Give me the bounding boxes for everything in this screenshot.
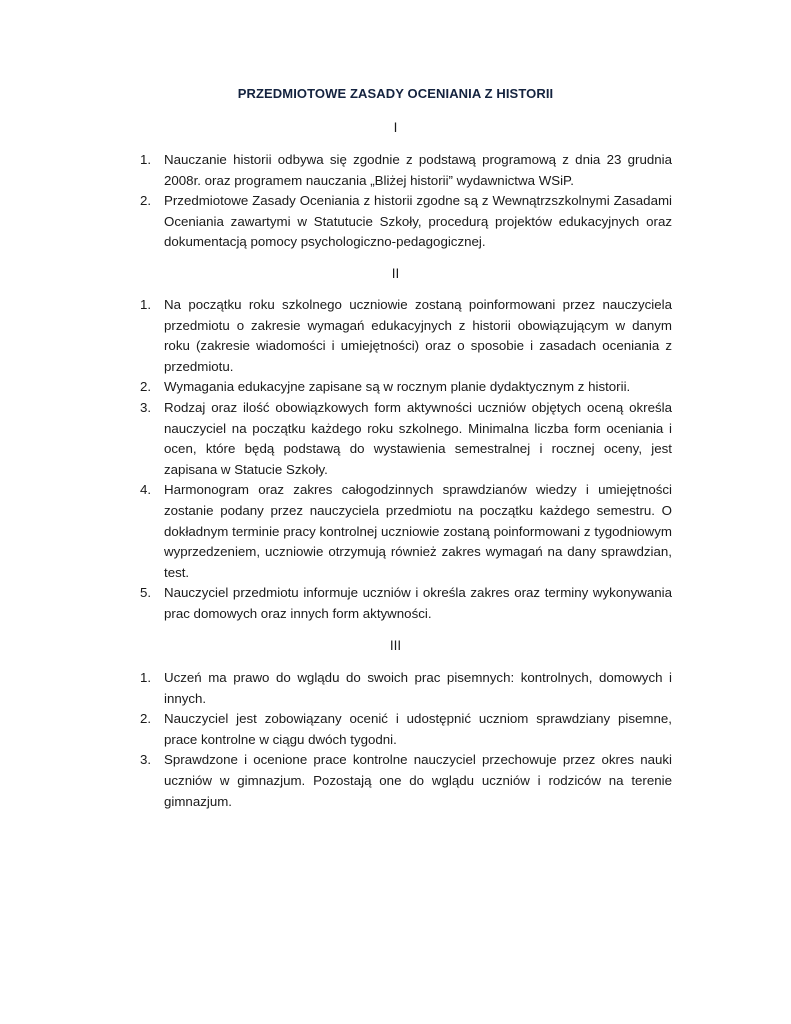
list-item bbox=[140, 709, 672, 750]
list-item bbox=[140, 191, 672, 253]
item-text: Harmonogram oraz zakres całogodzinnych sprawdzianów wiedzy i umiejętności zostanie podany przez nauczyciela przedmiotu na początku każdego semestru. O dokładnym terminie pracy kontrolnej uczniowie zostaną poinformowani z tygodniowym wyprzedzeniem, uczniowie otrzymują również zakres wymagań na dany sprawdzian, test. bbox=[164, 482, 672, 580]
item-number: 5. bbox=[140, 585, 152, 601]
list-item bbox=[140, 480, 672, 583]
list-item bbox=[140, 150, 672, 191]
item-number: 1. bbox=[140, 297, 152, 312]
item-text: Uczeń ma prawo do wglądu do swoich prac pisemnych: kontrolnych, domowych i innych. bbox=[164, 670, 672, 706]
item-text: Sprawdzone i ocenione prace kontrolne nauczyciel przechowuje przez okres nauki uczniów w gimnazjum. Pozostają one do wglądu uczniów i rodziców na terenie gimnazjum. bbox=[164, 752, 672, 809]
item-number: 1. bbox=[140, 670, 152, 685]
item-text: Przedmiotowe Zasady Oceniania z historii zgodne są z Wewnątrzszkolnymi Zasadami Oceniania zawartymi w Statutucie Szkoły, procedurą projektów edukacyjnych oraz dokumentacją pomocy psychologiczno-pedagogicznej. bbox=[164, 193, 672, 250]
item-text: Nauczanie historii odbywa się zgodnie z podstawą programową z dnia 23 grudnia 2008r. oraz programem nauczania „Bliżej historii” wydawnictwa WSiP. bbox=[164, 152, 672, 188]
item-number: 4. bbox=[140, 482, 152, 498]
document-title: PRZEDMIOTOWE ZASADY OCENIANIA Z HISTORII bbox=[237, 86, 554, 101]
item-text: Rodzaj oraz ilość obowiązkowych form aktywności uczniów objętych oceną określa nauczyciel na początku każdego roku szkolnego. Minimalna liczba form oceniania i ocen, które będą podstawą do wystawienia semestralnej i rocznej oceny, jest zapisana w Statucie Szkoły. bbox=[164, 399, 672, 477]
list-item bbox=[140, 668, 672, 709]
list-item bbox=[140, 750, 672, 812]
list-item bbox=[140, 398, 672, 480]
item-number: 2. bbox=[140, 379, 152, 395]
item-number: 1. bbox=[140, 152, 152, 167]
item-number: 2. bbox=[140, 711, 152, 727]
item-number: 3. bbox=[140, 399, 152, 415]
list-item bbox=[140, 377, 672, 398]
list-item bbox=[140, 295, 672, 377]
item-text: Nauczyciel przedmiotu informuje uczniów i określa zakres oraz terminy wykonywania prac domowych oraz innych form aktywności. bbox=[164, 585, 672, 621]
item-number: 2. bbox=[140, 193, 152, 209]
section-list-1 bbox=[140, 150, 672, 253]
item-text: Na początku roku szkolnego uczniowie zostaną poinformowani przez nauczyciela przedmiotu o zakresie wymagań edukacyjnych z historii obowiązującym w danym roku (zakresie wiadomości i umiejętności) oraz o sposobie i zasadach oceniania z przedmiotu. bbox=[164, 297, 672, 374]
section-list-3 bbox=[140, 668, 672, 812]
section-list-2 bbox=[140, 295, 672, 625]
section-heading-2: II bbox=[391, 266, 400, 281]
item-number: 3. bbox=[140, 752, 152, 768]
section-heading-1: I bbox=[393, 120, 398, 135]
section-heading-3: III bbox=[389, 638, 402, 653]
item-text: Nauczyciel jest zobowiązany ocenić i udostępnić uczniom sprawdziany pisemne, prace kontrolne w ciągu dwóch tygodni. bbox=[164, 711, 672, 747]
item-text: Wymagania edukacyjne zapisane są w rocznym planie dydaktycznym z historii. bbox=[164, 379, 631, 395]
list-item bbox=[140, 583, 672, 624]
